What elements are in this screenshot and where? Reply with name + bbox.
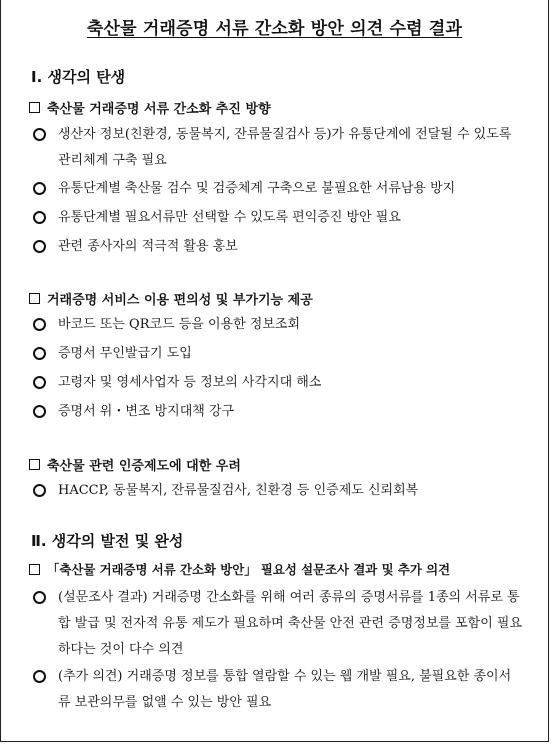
list-item: 고령자 및 영세사업자 등 정보의 사각지대 해소 (33, 370, 522, 396)
section-heading-1: Ⅰ. 생각의 탄생 (31, 68, 126, 86)
subheading-2-1: 「축산물 거래증명 서류 간소화 방안」 필요성 설문조사 결과 및 추가 의견 (29, 560, 450, 578)
list-item: 증명서 위・변조 방지대책 강구 (33, 399, 522, 425)
bullet-ring-icon (33, 376, 46, 389)
bullet-ring-icon (33, 128, 46, 141)
subheading-1-1: 축산물 거래증명 서류 간소화 추진 방향 (29, 98, 271, 117)
bullet-ring-icon (33, 318, 46, 331)
checkbox-square-icon (29, 564, 40, 575)
bullet-ring-icon (33, 182, 46, 195)
bullet-ring-icon (33, 211, 46, 224)
bullet-ring-icon (33, 405, 46, 418)
list-item: (추가 의견) 거래증명 정보를 통합 열람할 수 있는 웹 개발 필요, 불필요한 종이서류 보관의무를 없앨 수 있는 방안 필요 (33, 664, 522, 716)
checkbox-square-icon (29, 459, 40, 470)
bullet-ring-icon (33, 484, 46, 497)
section-heading-2: Ⅱ. 생각의 발전 및 완성 (31, 532, 184, 550)
list-item: (설문조사 결과) 거래증명 간소화를 위해 여러 종류의 증명서류를 1종의 서류로 통합 발급 및 전자적 유통 제도가 필요하며 축산물 안전 관련 증명정보를 포함이 필요하다는 것이 다수 의견 (33, 585, 522, 663)
bullet-ring-icon (33, 347, 46, 360)
list-item: 관련 종사자의 적극적 활용 홍보 (33, 234, 522, 260)
document-title: 축산물 거래증명 서류 간소화 방안 의견 수렴 결과 (86, 19, 463, 39)
list-item: 유통단계별 필요서류만 선택할 수 있도록 편익증진 방안 필요 (33, 205, 522, 231)
list-item: HACCP, 동물복지, 잔류물질검사, 친환경 등 인증제도 신뢰회복 (33, 478, 522, 504)
list-item: 유통단계별 축산물 검수 및 검증체계 구축으로 불필요한 서류남용 방지 (33, 176, 522, 202)
bullet-ring-icon (33, 670, 46, 683)
checkbox-square-icon (29, 293, 40, 304)
checkbox-square-icon (29, 102, 40, 113)
bullet-ring-icon (33, 591, 46, 604)
list-item: 증명서 무인발급기 도입 (33, 341, 522, 367)
subheading-1-3: 축산물 관련 인증제도에 대한 우려 (29, 455, 241, 474)
list-item: 바코드 또는 QR코드 등을 이용한 정보조회 (33, 312, 522, 338)
list-item: 생산자 정보(친환경, 동물복지, 잔류물질검사 등)가 유통단계에 전달될 수 있도록 관리체계 구축 필요 (33, 122, 522, 174)
subheading-1-2: 거래증명 서비스 이용 편의성 및 부가기능 제공 (29, 289, 313, 308)
bullet-ring-icon (33, 240, 46, 253)
